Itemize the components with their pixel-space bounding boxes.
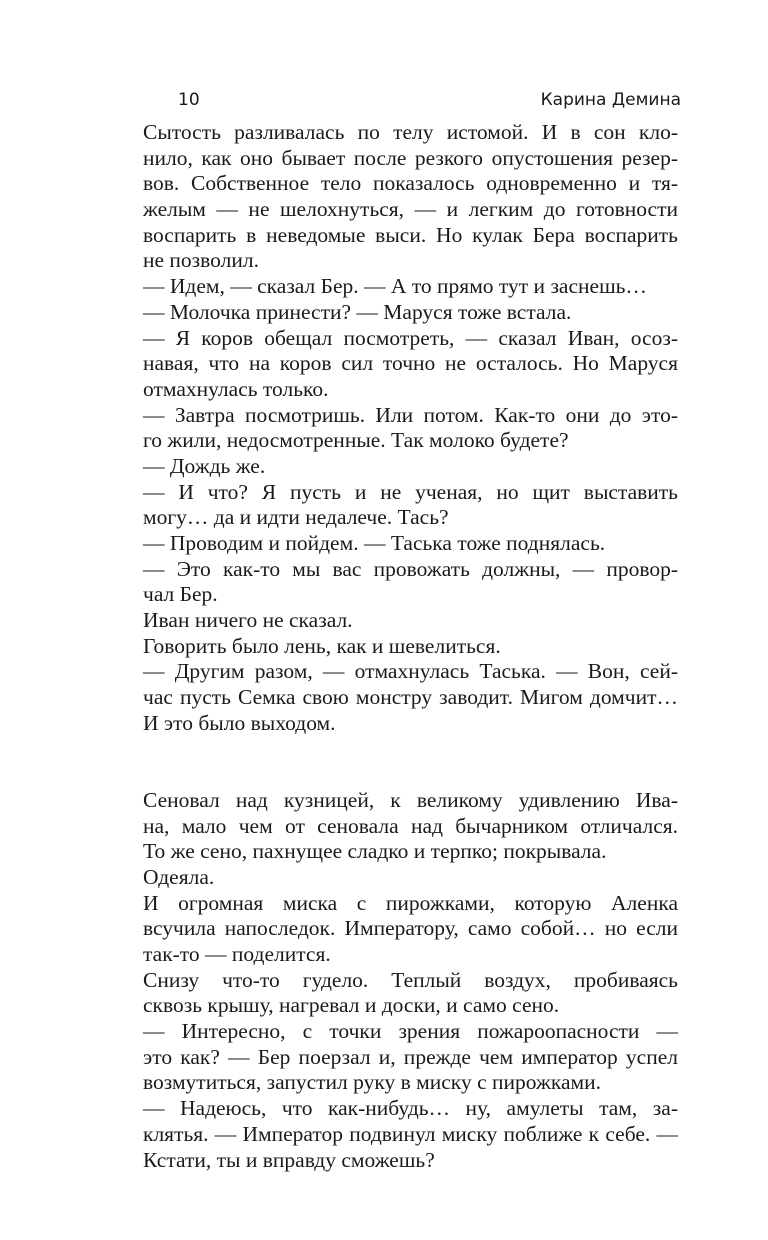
text-line: Кстати, ты и вправду сможешь? bbox=[143, 1147, 435, 1172]
text-line: — Я коров обещал посмотреть, — сказал Иван, осоз- bbox=[143, 325, 678, 350]
text-section-1 bbox=[143, 120, 678, 737]
text-line: это как? — Бер поерзал и, прежде чем император успел bbox=[143, 1044, 678, 1069]
text-line: — Надеюсь, что как-нибудь… ну, амулеты там, за- bbox=[143, 1096, 678, 1121]
text-line: нило, как оно бывает после резкого опустошения резер- bbox=[143, 145, 678, 170]
text-line: — Интересно, с точки зрения пожароопасности — bbox=[143, 1019, 678, 1044]
text-line: час пусть Семка свою монстру заводит. Мигом домчит… bbox=[143, 685, 678, 710]
text-line: желым — не шелохнуться, — и легким до готовности bbox=[143, 197, 678, 222]
text-line: — Проводим и пойдем. — Таська тоже поднялась. bbox=[143, 531, 606, 555]
text-line: Говорить было лень, как и шевелиться. bbox=[143, 633, 501, 658]
book-page bbox=[143, 90, 681, 1173]
text-line: То же сено, пахнущее сладко и терпко; покрывала. bbox=[143, 839, 607, 864]
text-line: вов. Собственное тело показалось одновременно и тя- bbox=[143, 171, 678, 196]
text-line: — Другим разом, — отмахнулась Таська. — Вон, сей- bbox=[143, 659, 678, 684]
page-header bbox=[143, 90, 681, 120]
page-number: 10 bbox=[178, 90, 200, 110]
text-line: — И что? Я пусть и не ученая, но щит выставить bbox=[143, 479, 678, 504]
text-line: чал Бер. bbox=[143, 582, 218, 607]
text-line: Одеяла. bbox=[143, 864, 215, 889]
text-line: не позволил. bbox=[143, 248, 259, 273]
text-line: навая, что на коров сил точно не осталось. Но Маруся bbox=[143, 351, 678, 376]
section-break bbox=[143, 737, 678, 763]
text-line: — Молочка принести? — Маруся тоже встала. bbox=[143, 299, 572, 324]
text-line: воспарить в неведомые выси. Но кулак Бера воспарить bbox=[143, 222, 678, 247]
text-line: И огромная миска с пирожками, которую Аленка bbox=[143, 890, 678, 915]
text-line: — Дождь же. bbox=[143, 453, 266, 478]
text-line: И это было выходом. bbox=[143, 710, 336, 735]
text-line: отмахнулась только. bbox=[143, 376, 329, 401]
text-line: — Завтра посмотришь. Или потом. Как-то они до это- bbox=[143, 402, 678, 427]
text-line: возмутиться, запустил руку в миску с пирожками. bbox=[143, 1070, 601, 1095]
text-line: — Идем, — сказал Бер. — А то прямо тут и заснешь… bbox=[143, 274, 647, 299]
section-break-2 bbox=[143, 762, 678, 788]
text-line: Сытость разливалась по телу истомой. И в сон кло- bbox=[143, 120, 678, 144]
text-line: клятья. — Император подвинул миску поближе к себе. — bbox=[143, 1121, 678, 1146]
text-line: всучила напоследок. Императору, само собой… но если bbox=[143, 916, 678, 941]
text-line: Сеновал над кузницей, к великому удивлению Ива- bbox=[143, 787, 678, 812]
running-head-author: Карина Демина bbox=[540, 90, 681, 110]
text-line: могу… да и идти недалече. Тась? bbox=[143, 505, 449, 530]
text-section-2 bbox=[143, 788, 678, 1173]
text-line: Снизу что-то гудело. Теплый воздух, пробиваясь bbox=[143, 967, 678, 992]
text-line: на, мало чем от сеновала над бычарником отличался. bbox=[143, 813, 678, 838]
body-text bbox=[143, 120, 678, 1173]
text-line: так-то — поделится. bbox=[143, 942, 331, 966]
text-line: Иван ничего не сказал. bbox=[143, 608, 353, 633]
text-line: сквозь крышу, нагревал и доски, и само сено. bbox=[143, 993, 560, 1018]
text-line: го жили, недосмотренные. Так молоко будете? bbox=[143, 428, 569, 453]
text-line: — Это как-то мы вас провожать должны, — провор- bbox=[143, 556, 678, 581]
